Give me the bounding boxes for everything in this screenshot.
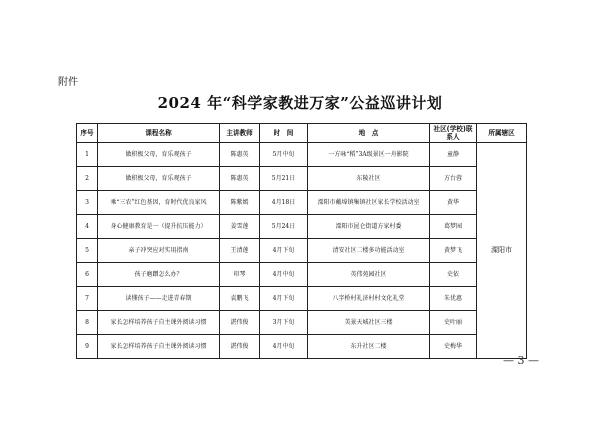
lecture-plan-table [76,123,527,359]
table-row [77,239,527,263]
cell-time: 4月18日 [260,191,308,215]
cell-teacher: 陈紫嫣 [220,191,260,215]
table-row [77,167,527,191]
cell-time: 4月中旬 [260,335,308,359]
table-header-row [77,124,527,143]
cell-teacher: 王清莲 [220,239,260,263]
cell-place: 清安社区二楼多功能活动室 [308,239,430,263]
cell-no: 2 [77,167,98,191]
header-no: 序号 [77,124,98,143]
cell-contact: 黄华 [430,191,477,215]
cell-course: 家长怎样培养孩子自主课外阅读习惯 [98,311,220,335]
cell-teacher: 陈惠英 [220,167,260,191]
cell-time: 4月中旬 [260,263,308,287]
cell-place: 溧阳市昆仑街道方家村委 [308,215,430,239]
table-row [77,335,527,359]
cell-contact: 朱优惠 [430,287,477,311]
table-row [77,311,527,335]
header-time: 时 间 [260,124,308,143]
cell-contact: 史叶丽 [430,311,477,335]
cell-contact: 黄梦飞 [430,239,477,263]
cell-place: 东陵社区 [308,167,430,191]
header-teacher: 主讲教师 [220,124,260,143]
cell-place: 八字桥村礼济村村文化礼堂 [308,287,430,311]
cell-time: 5月24日 [260,215,308,239]
cell-no: 4 [77,215,98,239]
cell-course: 身心健康教育是一（提升抗压能力） [98,215,220,239]
cell-time: 5月中旬 [260,143,308,167]
table-row [77,191,527,215]
cell-contact: 童静 [430,143,477,167]
cell-teacher: 湛伟俊 [220,335,260,359]
table-row [77,263,527,287]
cell-place: 美景天城社区三楼 [308,311,430,335]
cell-no: 5 [77,239,98,263]
document-title: 2024 年“科学家教进万家”公益巡讲计划 [157,94,443,112]
cell-course: 亲子冲突应对实用指南 [98,239,220,263]
cell-no: 6 [77,263,98,287]
cell-teacher: 印琴 [220,263,260,287]
table-row [77,287,527,311]
cell-time: 5月21日 [260,167,308,191]
table-row [77,143,527,167]
cell-course: 家长怎样培养孩子自主课外阅读习惯 [98,335,220,359]
attachment-label: 附件 [58,77,78,88]
cell-course: 读懂孩子——走进青春期 [98,287,220,311]
cell-place: 一方咏“稻”3A级景区一舟影院 [308,143,430,167]
cell-teacher: 陈惠英 [220,143,260,167]
cell-no: 7 [77,287,98,311]
cell-contact: 方台蓉 [430,167,477,191]
cell-place: 东升社区二楼 [308,335,430,359]
cell-course: 孩子磨蹭怎么办？ [98,263,220,287]
cell-place: 英伟苑园社区 [308,263,430,287]
cell-time: 3月下旬 [260,311,308,335]
header-course: 课程名称 [98,124,220,143]
page-number: — 3 — [503,354,539,367]
cell-teacher: 袁鹏飞 [220,287,260,311]
cell-contact: 史依 [430,263,477,287]
cell-place: 溧阳市戴埠镇集镇社区家长学校活动室 [308,191,430,215]
cell-course: 做积极父母，育乐观孩子 [98,143,220,167]
cell-course: 做积极父母，育乐观孩子 [98,167,220,191]
cell-no: 3 [77,191,98,215]
cell-no: 1 [77,143,98,167]
cell-teacher: 湛伟俊 [220,311,260,335]
table-row [77,215,527,239]
cell-time: 4月下旬 [260,287,308,311]
cell-no: 8 [77,311,98,335]
cell-time: 4月下旬 [260,239,308,263]
cell-contact: 史梅华 [430,335,477,359]
header-contact: 社区(学校)联系人 [430,124,477,143]
header-district: 所属辖区 [477,124,527,143]
cell-teacher: 姜雪莲 [220,215,260,239]
cell-no: 9 [77,335,98,359]
header-place: 地 点 [308,124,430,143]
cell-district: 溧阳市 [477,143,527,359]
cell-course: 乘“三农”红色基因，育时代优良家风 [98,191,220,215]
cell-contact: 葛梦园 [430,215,477,239]
